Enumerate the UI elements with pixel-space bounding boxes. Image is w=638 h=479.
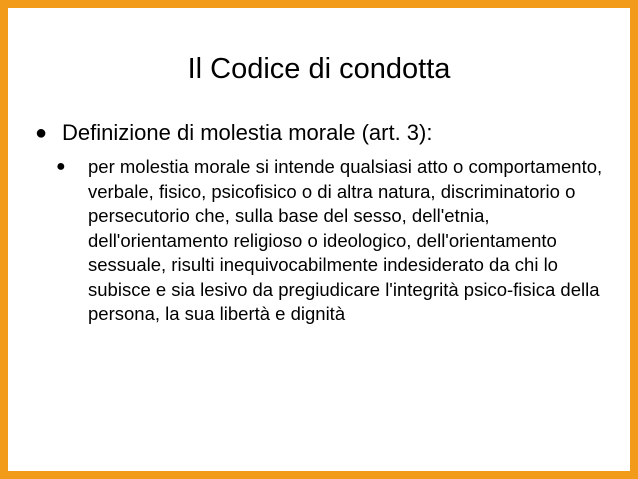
bullet-level2 xyxy=(56,155,616,327)
bullet-level1 xyxy=(35,119,615,147)
bullet-level2-text: per molestia morale si intende qualsiasi atto o comportamento, verbale, fisico, psicofisico o di altra natura, discriminatorio o persecutorio che, sulla base del sesso, dell'etnia, dell'orientamento religioso o ideologico, dell'orientamento sessuale, risulti inequivocabilmente indesiderato da chi lo subisce e sia lesivo da pregiudicare l'integrità psico-fisica della persona, la sua libertà e dignità xyxy=(88,156,603,324)
slide-title: Il Codice di condotta xyxy=(187,53,451,85)
bullet-dot-icon: ● xyxy=(56,158,66,175)
slide xyxy=(8,8,630,471)
bullet-level1-text: Definizione di molestia morale (art. 3): xyxy=(62,120,433,145)
bullet-dot-icon: ● xyxy=(35,122,48,144)
